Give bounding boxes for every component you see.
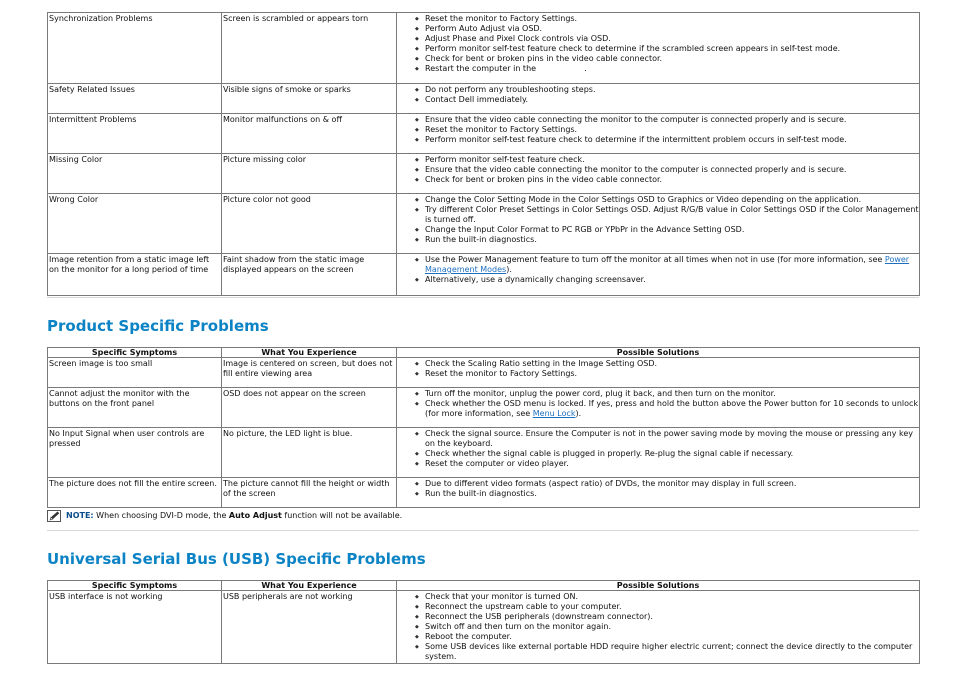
solutions-list <box>397 479 919 499</box>
list-item: ◆ Reconnect the USB peripherals (downstream connector). <box>425 612 919 622</box>
list-item: ◆ Reboot the computer. <box>425 632 919 642</box>
column-header: What You Experience <box>222 581 397 591</box>
section-title-usb: Universal Serial Bus (USB) Specific Problems <box>47 550 426 568</box>
column-header: What You Experience <box>222 348 397 358</box>
experience-cell: The picture cannot fill the height or width of the screen <box>222 478 397 508</box>
list-item: ◆ Ensure that the video cable connecting the monitor to the computer is connected properly and is secure. <box>425 165 919 175</box>
column-header: Specific Symptoms <box>48 581 222 591</box>
solutions-list <box>397 389 919 419</box>
list-item: ◆ Try different Color Preset Settings in Color Settings OSD. Adjust R/G/B value in Color Settings OSD if the Color Management is turned off. <box>425 205 919 225</box>
list-item <box>425 399 919 419</box>
solutions-list <box>397 115 919 145</box>
restart-tail: . <box>584 64 587 73</box>
experience-cell: Picture color not good <box>222 194 397 254</box>
table-row <box>48 194 920 254</box>
usb-problems-table <box>47 580 920 664</box>
solutions-cell <box>397 478 920 508</box>
table-row <box>48 591 920 664</box>
list-item: ◆ Run the built-in diagnostics. <box>425 235 919 245</box>
solutions-list <box>397 14 919 74</box>
solutions-list <box>397 85 919 105</box>
restart-text: Restart the computer in the <box>425 64 537 73</box>
symptom-cell: Cannot adjust the monitor with the buttons on the front panel <box>48 388 222 428</box>
list-item: ◆ Check the Scaling Ratio setting in the Image Setting OSD. <box>425 359 919 369</box>
list-item: ◆ Switch off and then turn on the monitor again. <box>425 622 919 632</box>
list-item: ◆ Ensure that the video cable connecting the monitor to the computer is connected properly and is secure. <box>425 115 919 125</box>
experience-cell: No picture, the LED light is blue. <box>222 428 397 478</box>
table-row <box>48 13 920 84</box>
table-header-row <box>48 348 920 358</box>
solutions-list <box>397 429 919 469</box>
experience-cell: OSD does not appear on the screen <box>222 388 397 428</box>
section-divider <box>47 297 919 298</box>
column-header: Possible Solutions <box>397 348 920 358</box>
list-item: ◆ Change the Input Color Format to PC RGB or YPbPr in the Advance Setting OSD. <box>425 225 919 235</box>
list-item: ◆ Due to different video formats (aspect ratio) of DVDs, the monitor may display in full screen. <box>425 479 919 489</box>
list-item: ◆ Reset the monitor to Factory Settings. <box>425 125 919 135</box>
list-item: ◆ Check for bent or broken pins in the video cable connector. <box>425 54 919 64</box>
product-problems-table <box>47 347 920 508</box>
solutions-cell <box>397 388 920 428</box>
experience-cell: Picture missing color <box>222 154 397 194</box>
table-row <box>48 358 920 388</box>
list-item: ◆ Perform monitor self-test feature check to determine if the intermittent problem occurs in self-test mode. <box>425 135 919 145</box>
symptom-cell: Image retention from a static image left on the monitor for a long period of time <box>48 254 222 296</box>
solutions-cell <box>397 154 920 194</box>
list-item: ◆ Reset the computer or video player. <box>425 459 919 469</box>
symptom-cell: Safety Related Issues <box>48 84 222 114</box>
note-pencil-icon <box>47 510 61 522</box>
list-item <box>425 255 919 275</box>
note-text-part: function will not be available. <box>281 511 403 520</box>
symptom-cell: No Input Signal when user controls are pressed <box>48 428 222 478</box>
list-item: ◆ Change the Color Setting Mode in the Color Settings OSD to Graphics or Video depending on the application. <box>425 195 919 205</box>
solutions-cell <box>397 591 920 664</box>
solutions-list <box>397 592 919 662</box>
list-item: ◆ Check the signal source. Ensure the Computer is not in the power saving mode by moving the mouse or pressing any key on the keyboard. <box>425 429 919 449</box>
experience-cell: Visible signs of smoke or sparks <box>222 84 397 114</box>
table-row <box>48 428 920 478</box>
list-item: ◆ Run the built-in diagnostics. <box>425 489 919 499</box>
symptom-cell: Intermittent Problems <box>48 114 222 154</box>
table-row <box>48 154 920 194</box>
solution-text: Use the Power Management feature to turn off the monitor at all times when not in use (for more information, see <box>425 255 885 264</box>
list-item: ◆ Do not perform any troubleshooting steps. <box>425 85 919 95</box>
solutions-cell <box>397 13 920 84</box>
list-item: ◆ Perform monitor self-test feature check to determine if the scrambled screen appears in self-test mode. <box>425 44 919 54</box>
power-management-modes-link[interactable]: Power Management Modes <box>425 255 910 274</box>
table-row <box>48 478 920 508</box>
list-item: ◆ Some USB devices like external portable HDD require higher electric current; connect the device directly to the computer system. <box>425 642 919 662</box>
list-item: ◆ Contact Dell immediately. <box>425 95 919 105</box>
solutions-list <box>397 255 919 285</box>
common-problems-table <box>47 12 920 296</box>
list-item: ◆ Perform monitor self-test feature check. <box>425 155 919 165</box>
list-item: ◆ Check for bent or broken pins in the video cable connector. <box>425 175 919 185</box>
section-divider <box>47 530 919 531</box>
solutions-list <box>397 359 919 379</box>
table-row <box>48 84 920 114</box>
table-header-row <box>48 581 920 591</box>
list-item: ◆ Check that your monitor is turned ON. <box>425 592 919 602</box>
menu-lock-link[interactable]: Menu Lock <box>532 409 576 418</box>
symptom-cell: Synchronization Problems <box>48 13 222 84</box>
list-item: ◆ Reset the monitor to Factory Settings. <box>425 14 919 24</box>
section-title-product: Product Specific Problems <box>47 317 269 335</box>
note-text <box>66 510 402 522</box>
column-header: Possible Solutions <box>397 581 920 591</box>
note-label: NOTE: <box>66 511 94 520</box>
experience-cell: Screen is scrambled or appears torn <box>222 13 397 84</box>
note-bold-text: Auto Adjust <box>228 511 282 520</box>
symptom-cell: Screen image is too small <box>48 358 222 388</box>
table-row <box>48 254 920 296</box>
solutions-list <box>397 195 919 245</box>
solution-text: ). <box>575 409 582 418</box>
solutions-cell <box>397 84 920 114</box>
symptom-cell: Wrong Color <box>48 194 222 254</box>
solutions-cell <box>397 194 920 254</box>
symptom-cell: USB interface is not working <box>48 591 222 664</box>
list-item: ◆ Alternatively, use a dynamically changing screensaver. <box>425 275 919 285</box>
experience-cell: Monitor malfunctions on & off <box>222 114 397 154</box>
solution-text: ). <box>506 265 512 274</box>
list-item <box>425 64 919 74</box>
experience-cell: USB peripherals are not working <box>222 591 397 664</box>
solutions-cell <box>397 428 920 478</box>
table-row <box>48 114 920 154</box>
table-row <box>48 388 920 428</box>
solution-text: Check whether the OSD menu is locked. If yes, press and hold the button above the Power button for 10 seconds to unlock (for more information, see <box>425 399 919 418</box>
experience-cell: Faint shadow from the static image displayed appears on the screen <box>222 254 397 296</box>
solutions-cell <box>397 114 920 154</box>
solutions-cell <box>397 254 920 296</box>
note-text-part: When choosing DVI-D mode, the <box>93 511 229 520</box>
list-item: ◆ Adjust Phase and Pixel Clock controls via OSD. <box>425 34 919 44</box>
list-item: ◆ Perform Auto Adjust via OSD. <box>425 24 919 34</box>
solutions-list <box>397 155 919 185</box>
symptom-cell: Missing Color <box>48 154 222 194</box>
note-box <box>47 510 402 522</box>
solutions-cell <box>397 358 920 388</box>
symptom-cell: The picture does not fill the entire screen. <box>48 478 222 508</box>
list-item: ◆ Check whether the signal cable is plugged in properly. Re-plug the signal cable if necessary. <box>425 449 919 459</box>
list-item: ◆ Turn off the monitor, unplug the power cord, plug it back, and then turn on the monitor. <box>425 389 919 399</box>
experience-cell: Image is centered on screen, but does not fill entire viewing area <box>222 358 397 388</box>
list-item: ◆ Reset the monitor to Factory Settings. <box>425 369 919 379</box>
list-item: ◆ Reconnect the upstream cable to your computer. <box>425 602 919 612</box>
column-header: Specific Symptoms <box>48 348 222 358</box>
